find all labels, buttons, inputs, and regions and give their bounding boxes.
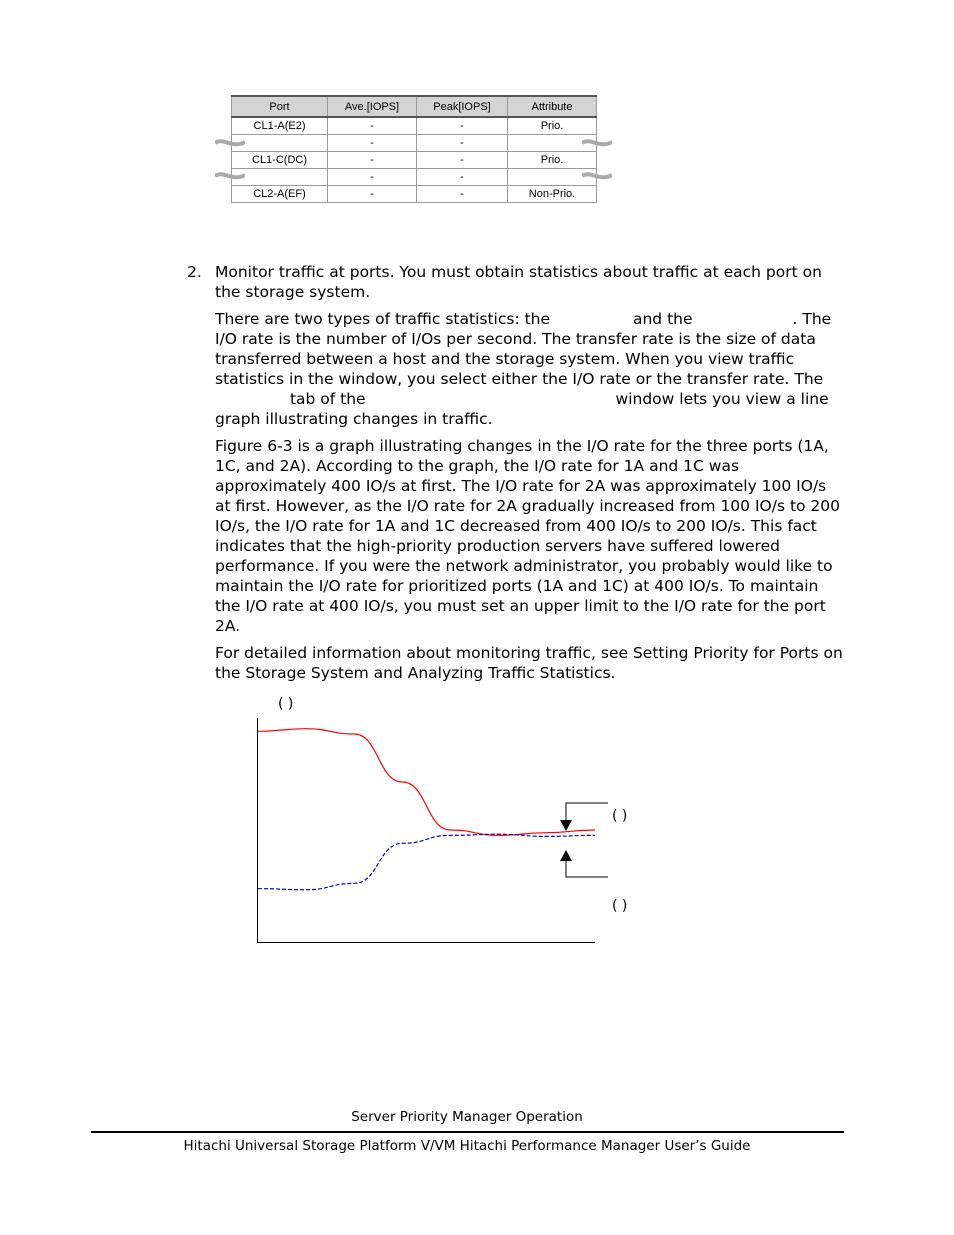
- table-cell: -: [328, 135, 417, 152]
- break-mark-icon: [582, 137, 612, 149]
- table-cell: -: [417, 117, 508, 135]
- table-cell: [232, 135, 328, 152]
- paragraph-text: .: [792, 310, 798, 328]
- table-cell: -: [328, 169, 417, 186]
- down-arrow-icon: [560, 820, 572, 831]
- table-row: [232, 152, 597, 169]
- break-mark-icon: [582, 170, 612, 182]
- column-header-peak-iops: Peak[IOPS]: [417, 96, 508, 117]
- table-cell: CL1-A(E2): [232, 117, 328, 135]
- reference-paragraph: For detailed information about monitoring traffic, see Setting Priority for Ports on the Storage System and Analyzing Traffic Statistics.: [215, 644, 843, 682]
- table-cell: -: [328, 117, 417, 135]
- column-header-port: Port: [232, 96, 328, 117]
- lower-annotation-parentheses: ( ): [612, 898, 628, 914]
- table-cell: -: [417, 186, 508, 203]
- table-cell: -: [417, 169, 508, 186]
- footer-divider: [91, 1131, 844, 1133]
- table-cell: -: [328, 152, 417, 169]
- step-text: Monitor traffic at ports. You must obtain statistics about traffic at each port on the storage system.: [215, 263, 822, 301]
- upper-annotation-leader: [566, 803, 608, 825]
- footer-section-title: Server Priority Manager Operation: [351, 1109, 583, 1125]
- table-header-row: [232, 96, 597, 117]
- paragraph-text: There are two types of traffic statistics: the: [215, 310, 551, 328]
- table-cell: Non-Prio.: [508, 186, 597, 203]
- lower-annotation-leader: [566, 856, 608, 877]
- series-layer: [258, 729, 595, 890]
- table-row: [232, 169, 597, 186]
- table-row: [232, 186, 597, 203]
- table-cell: [232, 169, 328, 186]
- graph-explanation-paragraph: Figure 6-3 is a graph illustrating changes in the I/O rate for the three ports (1A, 1C, and 2A). According to the graph, the I/O rate for 1A and 1C was approximately 400 IO/s at first. The I/O rate for 2A was approximately 100 IO/s at first. However, as the I/O rate for 2A gradually increased from 100 IO/s to 200 IO/s, the I/O rate for 1A and 1C decreased from 400 IO/s to 200 IO/s. This fact indicates that the high-priority production servers have suffered lowered performance. If you were the network administrator, you probably would like to maintain the I/O rate for prioritized ports (1A and 1C) at 400 IO/s. To maintain the I/O rate at 400 IO/s, you must set an upper limit to the I/O rate for the port 2A.: [215, 437, 841, 635]
- break-mark-icon: [215, 170, 245, 182]
- table-cell: -: [417, 152, 508, 169]
- footer-guide-title: Hitachi Universal Storage Platform V/VM Hitachi Performance Manager User’s Guide: [183, 1138, 751, 1154]
- table-cell: -: [328, 186, 417, 203]
- step-number: 2.: [187, 263, 202, 281]
- table-cell: CL2-A(EF): [232, 186, 328, 203]
- column-header-attribute: Attribute: [508, 96, 597, 117]
- column-header-average-iops: Ave.[IOPS]: [328, 96, 417, 117]
- paragraph-text: window lets you view a line graph illustrating changes in traffic.: [215, 390, 829, 428]
- table-row: [232, 135, 597, 152]
- paragraph-text: The I/O rate is the number of I/Os per second. The transfer rate is the size of data transferred between a host and the storage system. When you view traffic statistics in the window, you select either the I/O rate or the transfer rate. The: [215, 310, 832, 388]
- paragraph-text: and the: [632, 310, 693, 328]
- table-row: [232, 117, 597, 135]
- port-statistics-table: [231, 95, 597, 203]
- table-cell: Prio.: [508, 152, 597, 169]
- break-mark-icon: [215, 137, 245, 149]
- y-axis-unit-parentheses: ( ): [278, 696, 294, 712]
- traffic-types-paragraph: [215, 309, 843, 429]
- table-cell: CL1-C(DC): [232, 152, 328, 169]
- series-line-1: [258, 729, 595, 836]
- series-line-2: [258, 834, 595, 889]
- up-arrow-icon: [560, 850, 572, 861]
- table-cell: Prio.: [508, 117, 597, 135]
- table-cell: -: [417, 135, 508, 152]
- io-rate-line-chart: [250, 690, 730, 950]
- paragraph-text: tab of the: [289, 390, 366, 408]
- upper-annotation-parentheses: ( ): [612, 808, 628, 824]
